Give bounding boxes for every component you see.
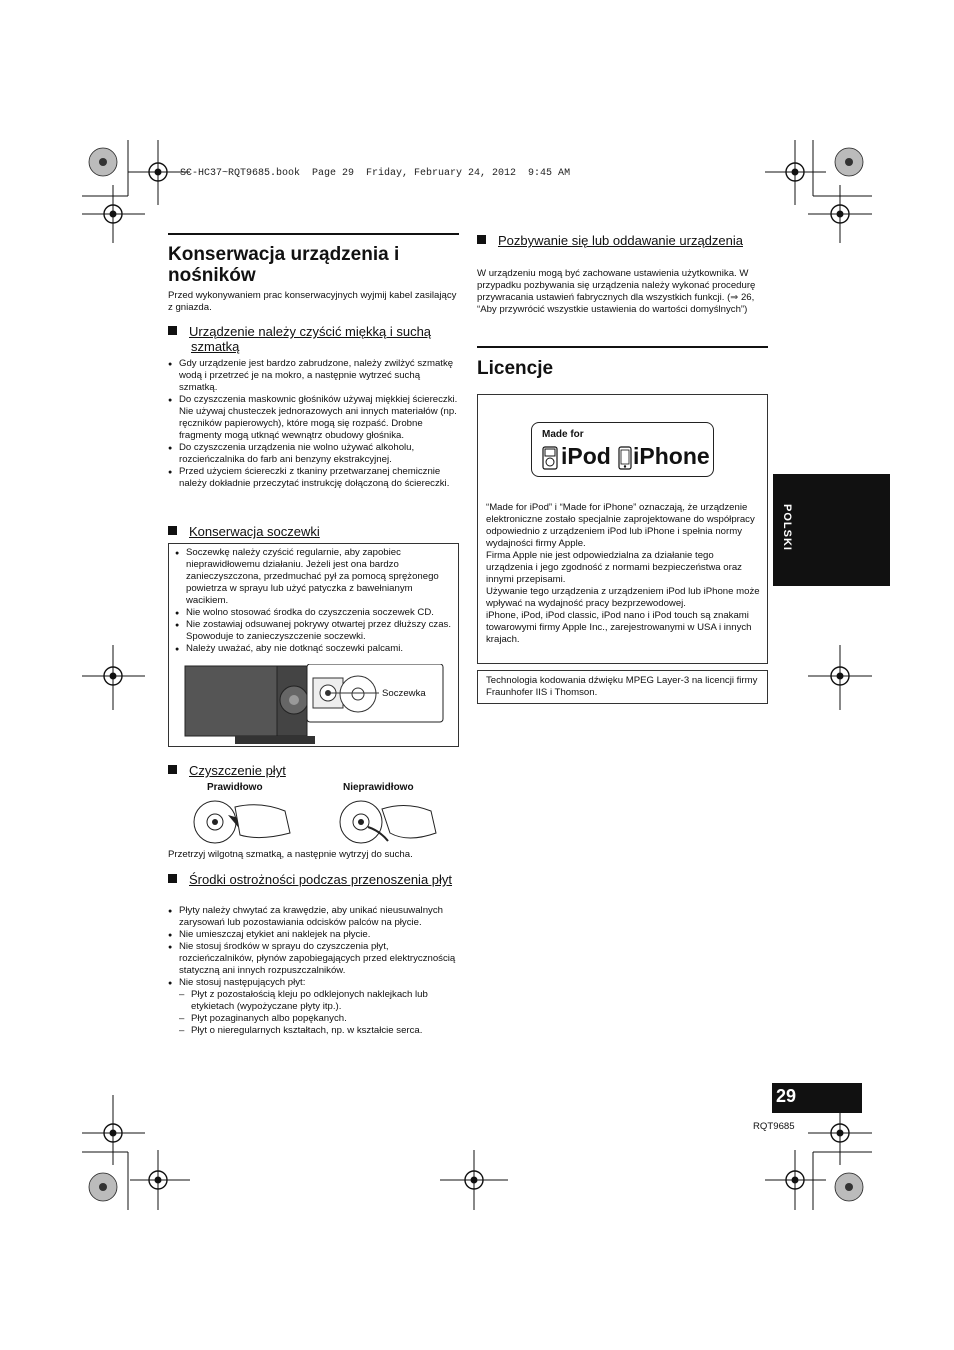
list-item: ● Do czyszczenia maskownic głośników używaj miękkiej ściereczki. Nie używaj chusteczek jednorazowych ani innych materiałów (np. ręczników papierowych), które mogą się rozpaść. Drobne fragmenty mogą utknąć wewnątrz obudowy głośnika. — [168, 394, 458, 442]
square-bullet-icon — [168, 874, 177, 883]
list-item: ● Przed użyciem ściereczki z tkaniny przetwarzanej chemicznie należy dokładnie przeczytać instrukcję dołączoną do ściereczki. — [168, 466, 458, 490]
section-heading-cleaning: Urządzenie należy czyścić miękką i suchą szmatką — [168, 324, 460, 354]
lens-label: Soczewka — [382, 688, 426, 699]
disc-wipe-correct-illustration — [190, 797, 294, 845]
list-item: ● Nie zostawiaj odsuwanej pokrywy otwartej przez dłuższy czas. Spowoduje to zanieczyszczenie soczewki. — [175, 619, 454, 643]
list-item: ● Nie stosuj następujących płyt: — [168, 977, 458, 989]
mpeg-licence-box: Technologia kodowania dźwięku MPEG Layer-3 na licencji firmy Fraunhofer IIS i Thomson. — [477, 670, 768, 704]
apple-licence-text: “Made for iPod” i “Made for iPhone” oznaczają, że urządzenie elektroniczne zostało specjalnie zaprojektowane do współpracy odpowiednio z urządzeniem iPod lub iPhone i spełnia normy wydajności firmy Apple. Firma Apple nie jest odpowiedzialna za działanie tego urządzenia i jego zgodność z normami bezpieczeństwa oraz innymi przepisami. Używanie tego urządzenia z urządzeniem iPod lub iPhone może wpływać na wydajność pracy bezprzewodowej. iPhone, iPod, iPod classic, iPod nano i iPod touch są znakami towarowymi firmy Apple Inc., zarejestrowanymi w USA i innych krajach. — [486, 502, 760, 645]
list-item: ● Płyty należy chwytać za krawędzie, aby unikać nieusuwalnych zarysowań lub pozostawiania odcisków palców na płycie. — [168, 905, 458, 929]
lens-list — [175, 547, 454, 655]
square-bullet-icon — [168, 765, 177, 774]
ipod-icon — [542, 446, 558, 470]
list-item: ● Do czyszczenia urządzenia nie wolno używać alkoholu, rozcieńczalnika do farb ani benzyny ekstrakcyjnej. — [168, 442, 458, 466]
section-heading-discs: Czyszczenie płyt — [168, 763, 460, 778]
apple-licence-box — [477, 394, 768, 664]
correct-label: Prawidłowo — [207, 782, 263, 793]
list-item: ● Należy uważać, aby nie dotknąć soczewki palcami. — [175, 643, 454, 655]
handling-list — [168, 905, 458, 1037]
section-heading-disposal: Pozbywanie się lub oddawanie urządzenia — [477, 233, 769, 248]
page-number-box — [772, 1083, 862, 1113]
made-for-ipod-iphone-badge: Made for iPod iPhone — [531, 422, 714, 477]
section-heading-handling: Środki ostrożności podczas przenoszenia płyt — [168, 872, 460, 887]
licence-title: Licencje — [477, 358, 554, 379]
licence-rule — [477, 346, 768, 348]
list-item: ● Gdy urządzenie jest bardzo zabrudzone, należy zwilżyć szmatkę wodą i przetrzeć je na mokro, a następnie wytrzeć suchą szmatką. — [168, 358, 458, 394]
cleaning-list — [168, 358, 458, 490]
list-item: ● Nie stosuj środków w sprayu do czyszczenia płyt, rozcieńczalników, płynów zapobiegających przed elektrycznością statyczną ani innych rozpuszczalników. — [168, 941, 458, 977]
doc-code: RQT9685 — [753, 1121, 795, 1132]
page-number: 29 — [776, 1086, 797, 1106]
print-header: SC-HC37~RQT9685.book Page 29 Friday, February 24, 2012 9:45 AM — [180, 168, 571, 179]
language-tab: POLSKI — [773, 474, 890, 586]
intro-text: Przed wykonywaniem prac konserwacyjnych wyjmij kabel zasilający z gniazda. — [168, 290, 457, 313]
square-bullet-icon — [168, 526, 177, 535]
incorrect-label: Nieprawidłowo — [343, 782, 414, 793]
lens-box — [168, 543, 459, 747]
list-item: ● Nie umieszczaj etykiet ani naklejek na płycie. — [168, 929, 458, 941]
disc-wipe-incorrect-illustration — [336, 797, 440, 847]
page-title: Konserwacja urządzenia i nośników — [168, 244, 400, 286]
list-item: ● Soczewkę należy czyścić regularnie, aby zapobiec nieprawidłowemu działaniu. Jeżeli jest ona bardzo zanieczyszczona, przedmuchać pył za pomocą sprężonego powietrza w sprayu lub użyć patyczka z bawełnianym wacikiem. — [175, 547, 454, 607]
disposal-text: W urządzeniu mogą być zachowane ustawienia użytkownika. W przypadku pozbywania się urządzenia należy wykonać procedurę przywracania ustawień fabrycznych dla wszystkich funkcji. (⇒ 26, “Aby przywrócić wszystkie ustawienia do wartości domyślnych”) — [477, 268, 756, 315]
sub-list-item: – Płyt pozaginanych albo popękanych. — [179, 1013, 458, 1025]
disc-caption: Przetrzyj wilgotną szmatką, a następnie wytrzyj do sucha. — [168, 849, 413, 860]
lens-illustration — [183, 664, 445, 746]
section-heading-lens: Konserwacja soczewki — [168, 524, 460, 539]
sub-list-item: – Płyt z pozostałością kleju po odklejonych naklejkach lub etykietach (wypożyczane płyty itp.). — [179, 989, 458, 1013]
square-bullet-icon — [477, 235, 486, 244]
square-bullet-icon — [168, 326, 177, 335]
title-rule — [168, 233, 459, 235]
iphone-icon — [618, 446, 632, 470]
sub-list-item: – Płyt o nieregularnych kształtach, np. w kształcie serca. — [179, 1025, 458, 1037]
list-item: ● Nie wolno stosować środka do czyszczenia soczewek CD. — [175, 607, 454, 619]
